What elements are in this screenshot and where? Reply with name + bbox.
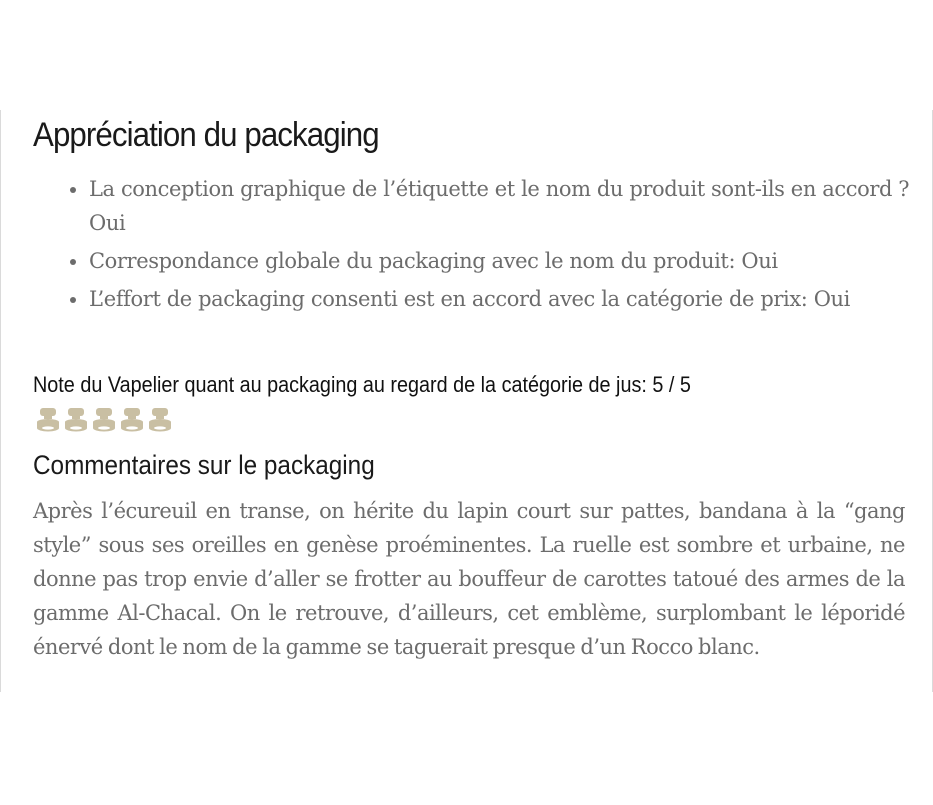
article-panel: [0, 110, 933, 692]
vape-coil-icon: [147, 407, 173, 433]
comments-body: Après l’écureuil en transe, on hérite du lapin court sur pattes, bandana à la “gang style” sous ses oreilles en genèse proéminentes. La ruelle est sombre et urbaine, ne donne pas trop envie d’aller se frotter au bouffeur de carottes tatoué des armes de la gamme Al-Chacal. On le retrouve, d’ailleurs, cet emblème, surplombant le léporidé énervé dont le nom de la gamme se taguerait presque d’un Rocco blanc.: [33, 499, 905, 659]
criteria-item: • Correspondance globale du packaging avec le nom du produit: Oui: [89, 244, 921, 278]
criteria-item: • La conception graphique de l’étiquette et le nom du produit sont-ils en accord ? Oui: [89, 172, 921, 240]
criteria-item: • L’effort de packaging consenti est en accord avec la catégorie de prix: Oui: [89, 282, 921, 316]
criteria-list: [55, 172, 921, 320]
rating-icons: [35, 407, 173, 433]
packaging-rating-label: Note du Vapelier quant au packaging au regard de la catégorie de jus: 5 / 5: [33, 372, 691, 397]
vape-coil-icon: [91, 407, 117, 433]
vape-coil-icon: [63, 407, 89, 433]
section-title: Appréciation du packaging: [33, 116, 379, 154]
vape-coil-icon: [35, 407, 61, 433]
vape-coil-icon: [119, 407, 145, 433]
comments-title: Commentaires sur le packaging: [33, 450, 375, 480]
